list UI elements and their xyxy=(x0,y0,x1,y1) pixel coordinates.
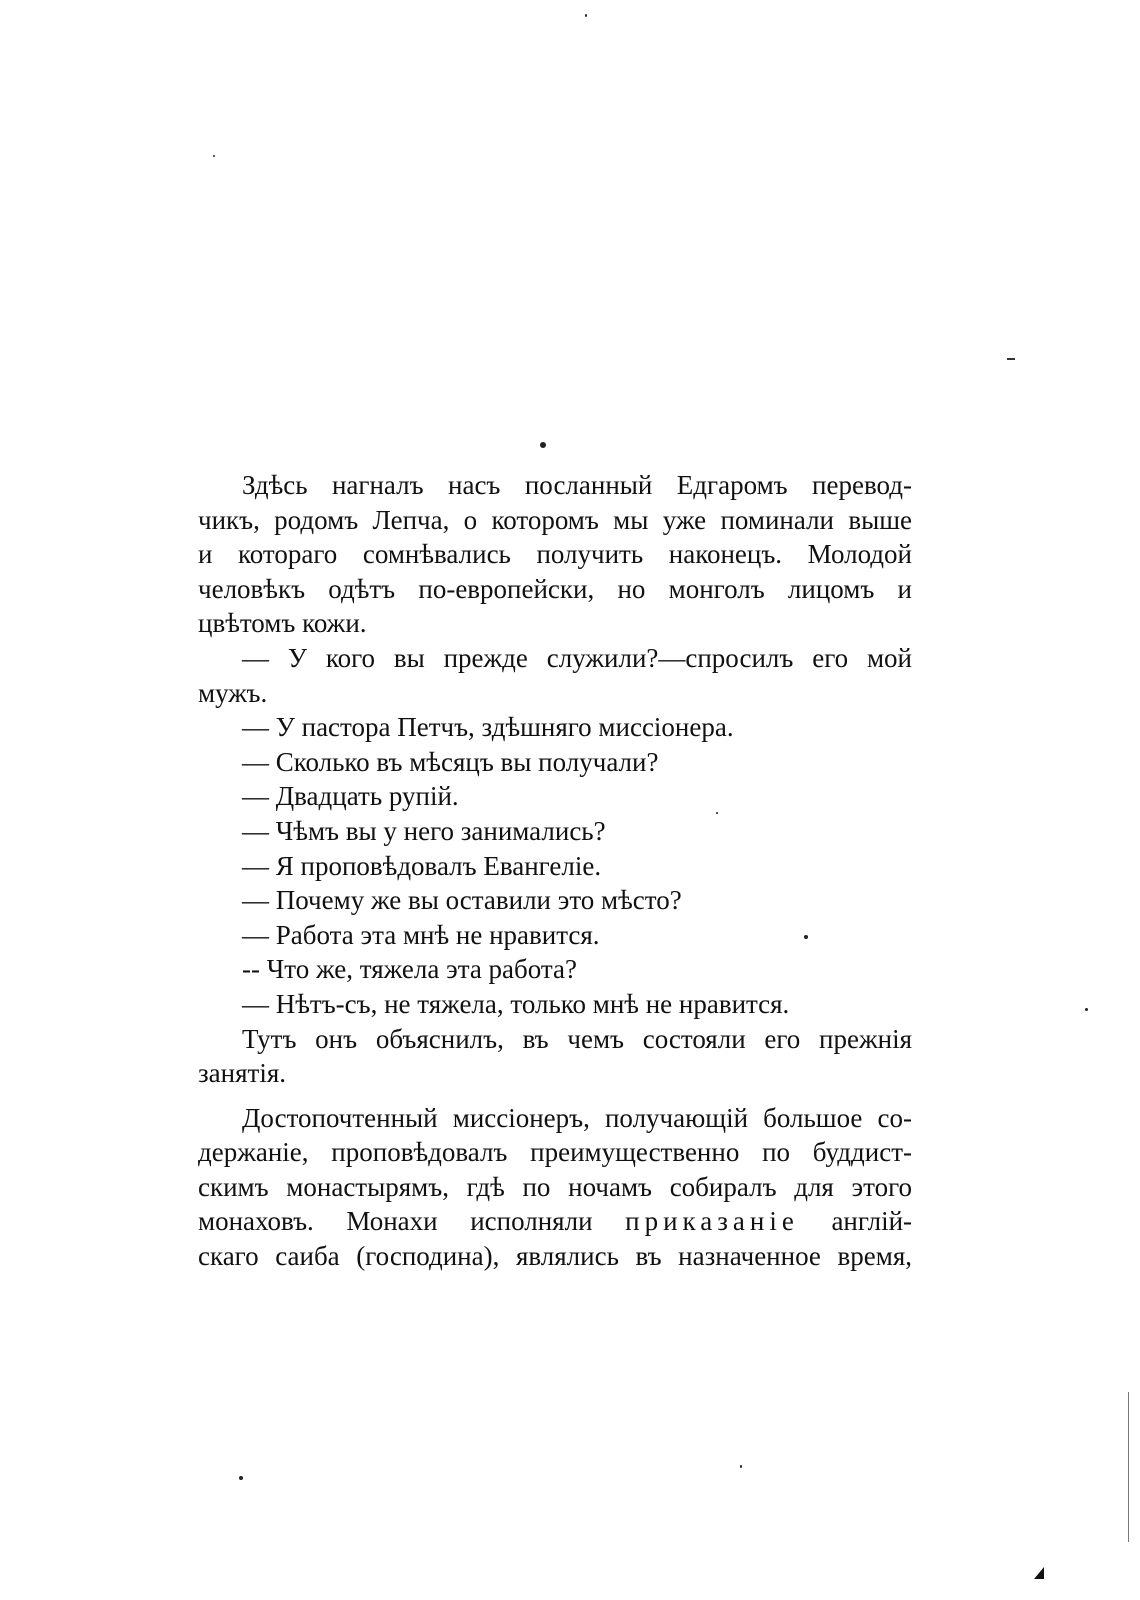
text-line: Здѣсь нагналъ насъ посланный Едгаромъ перевод- xyxy=(242,470,912,500)
text-line: Тутъ онъ объяснилъ, въ чемъ состояли его прежнія xyxy=(242,1023,912,1054)
scan-mark xyxy=(1007,358,1015,360)
text-line: цвѣтомъ кожи. xyxy=(198,608,367,639)
scan-speck xyxy=(1085,1008,1088,1011)
dialogue-line: — Нѣтъ-съ, не тяжела, только мнѣ не нравится. xyxy=(242,988,790,1019)
dialogue-line: — Почему же вы оставили это мѣсто? xyxy=(242,885,682,916)
text-line: чикъ, родомъ Лепча, о которомъ мы уже поминали выше xyxy=(198,504,912,535)
text-line: скимъ монастырямъ, гдѣ по ночамъ собиралъ для этого xyxy=(198,1171,912,1202)
dialogue-line: — Чѣмъ вы у него занимались? xyxy=(242,815,606,846)
dialogue-line: — Двадцать рупій. xyxy=(242,781,459,812)
page-edge-line xyxy=(1128,1392,1129,1542)
page-corner-mark xyxy=(1034,1567,1044,1579)
text-segment: монаховъ. Монахи исполняли xyxy=(198,1206,593,1237)
text-line xyxy=(198,1204,912,1239)
scan-speck xyxy=(213,155,215,157)
text-segment: англій- xyxy=(831,1206,913,1237)
dialogue-line: — Работа эта мнѣ не нравится. xyxy=(242,919,600,950)
scan-speck xyxy=(585,14,587,17)
scan-speck xyxy=(540,442,546,448)
emphasized-word: приказаніе xyxy=(625,1206,799,1237)
text-line: мужъ. xyxy=(198,677,268,708)
text-line: человѣкъ одѣтъ по-европейски, но монголъ лицомъ и xyxy=(198,573,912,604)
text-line: и котораго сомнѣвались получить наконецъ. Молодой xyxy=(198,539,912,570)
text-line: Достопочтенный миссіонеръ, получающій большое со- xyxy=(242,1102,912,1133)
body-text xyxy=(198,468,912,1274)
scan-speck xyxy=(239,1476,243,1480)
dialogue-line: — У пастора Петчъ, здѣшняго миссіонера. xyxy=(242,712,734,743)
dialogue-line: -- Что же, тяжела эта работа? xyxy=(242,954,578,985)
text-line: держаніе, проповѣдовалъ преимущественно по буддист- xyxy=(198,1137,912,1168)
scan-speck xyxy=(740,1465,742,1468)
text-line: скаго саиба (господина), являлись въ назначенное время, xyxy=(198,1241,912,1272)
dialogue-line: — У кого вы прежде служили?—спросилъ его мой xyxy=(242,642,912,673)
text-line: занятія. xyxy=(198,1058,286,1089)
dialogue-line: — Я проповѣдовалъ Евангеліе. xyxy=(242,850,602,881)
dialogue-line: — Сколько въ мѣсяцъ вы получали? xyxy=(242,746,659,777)
